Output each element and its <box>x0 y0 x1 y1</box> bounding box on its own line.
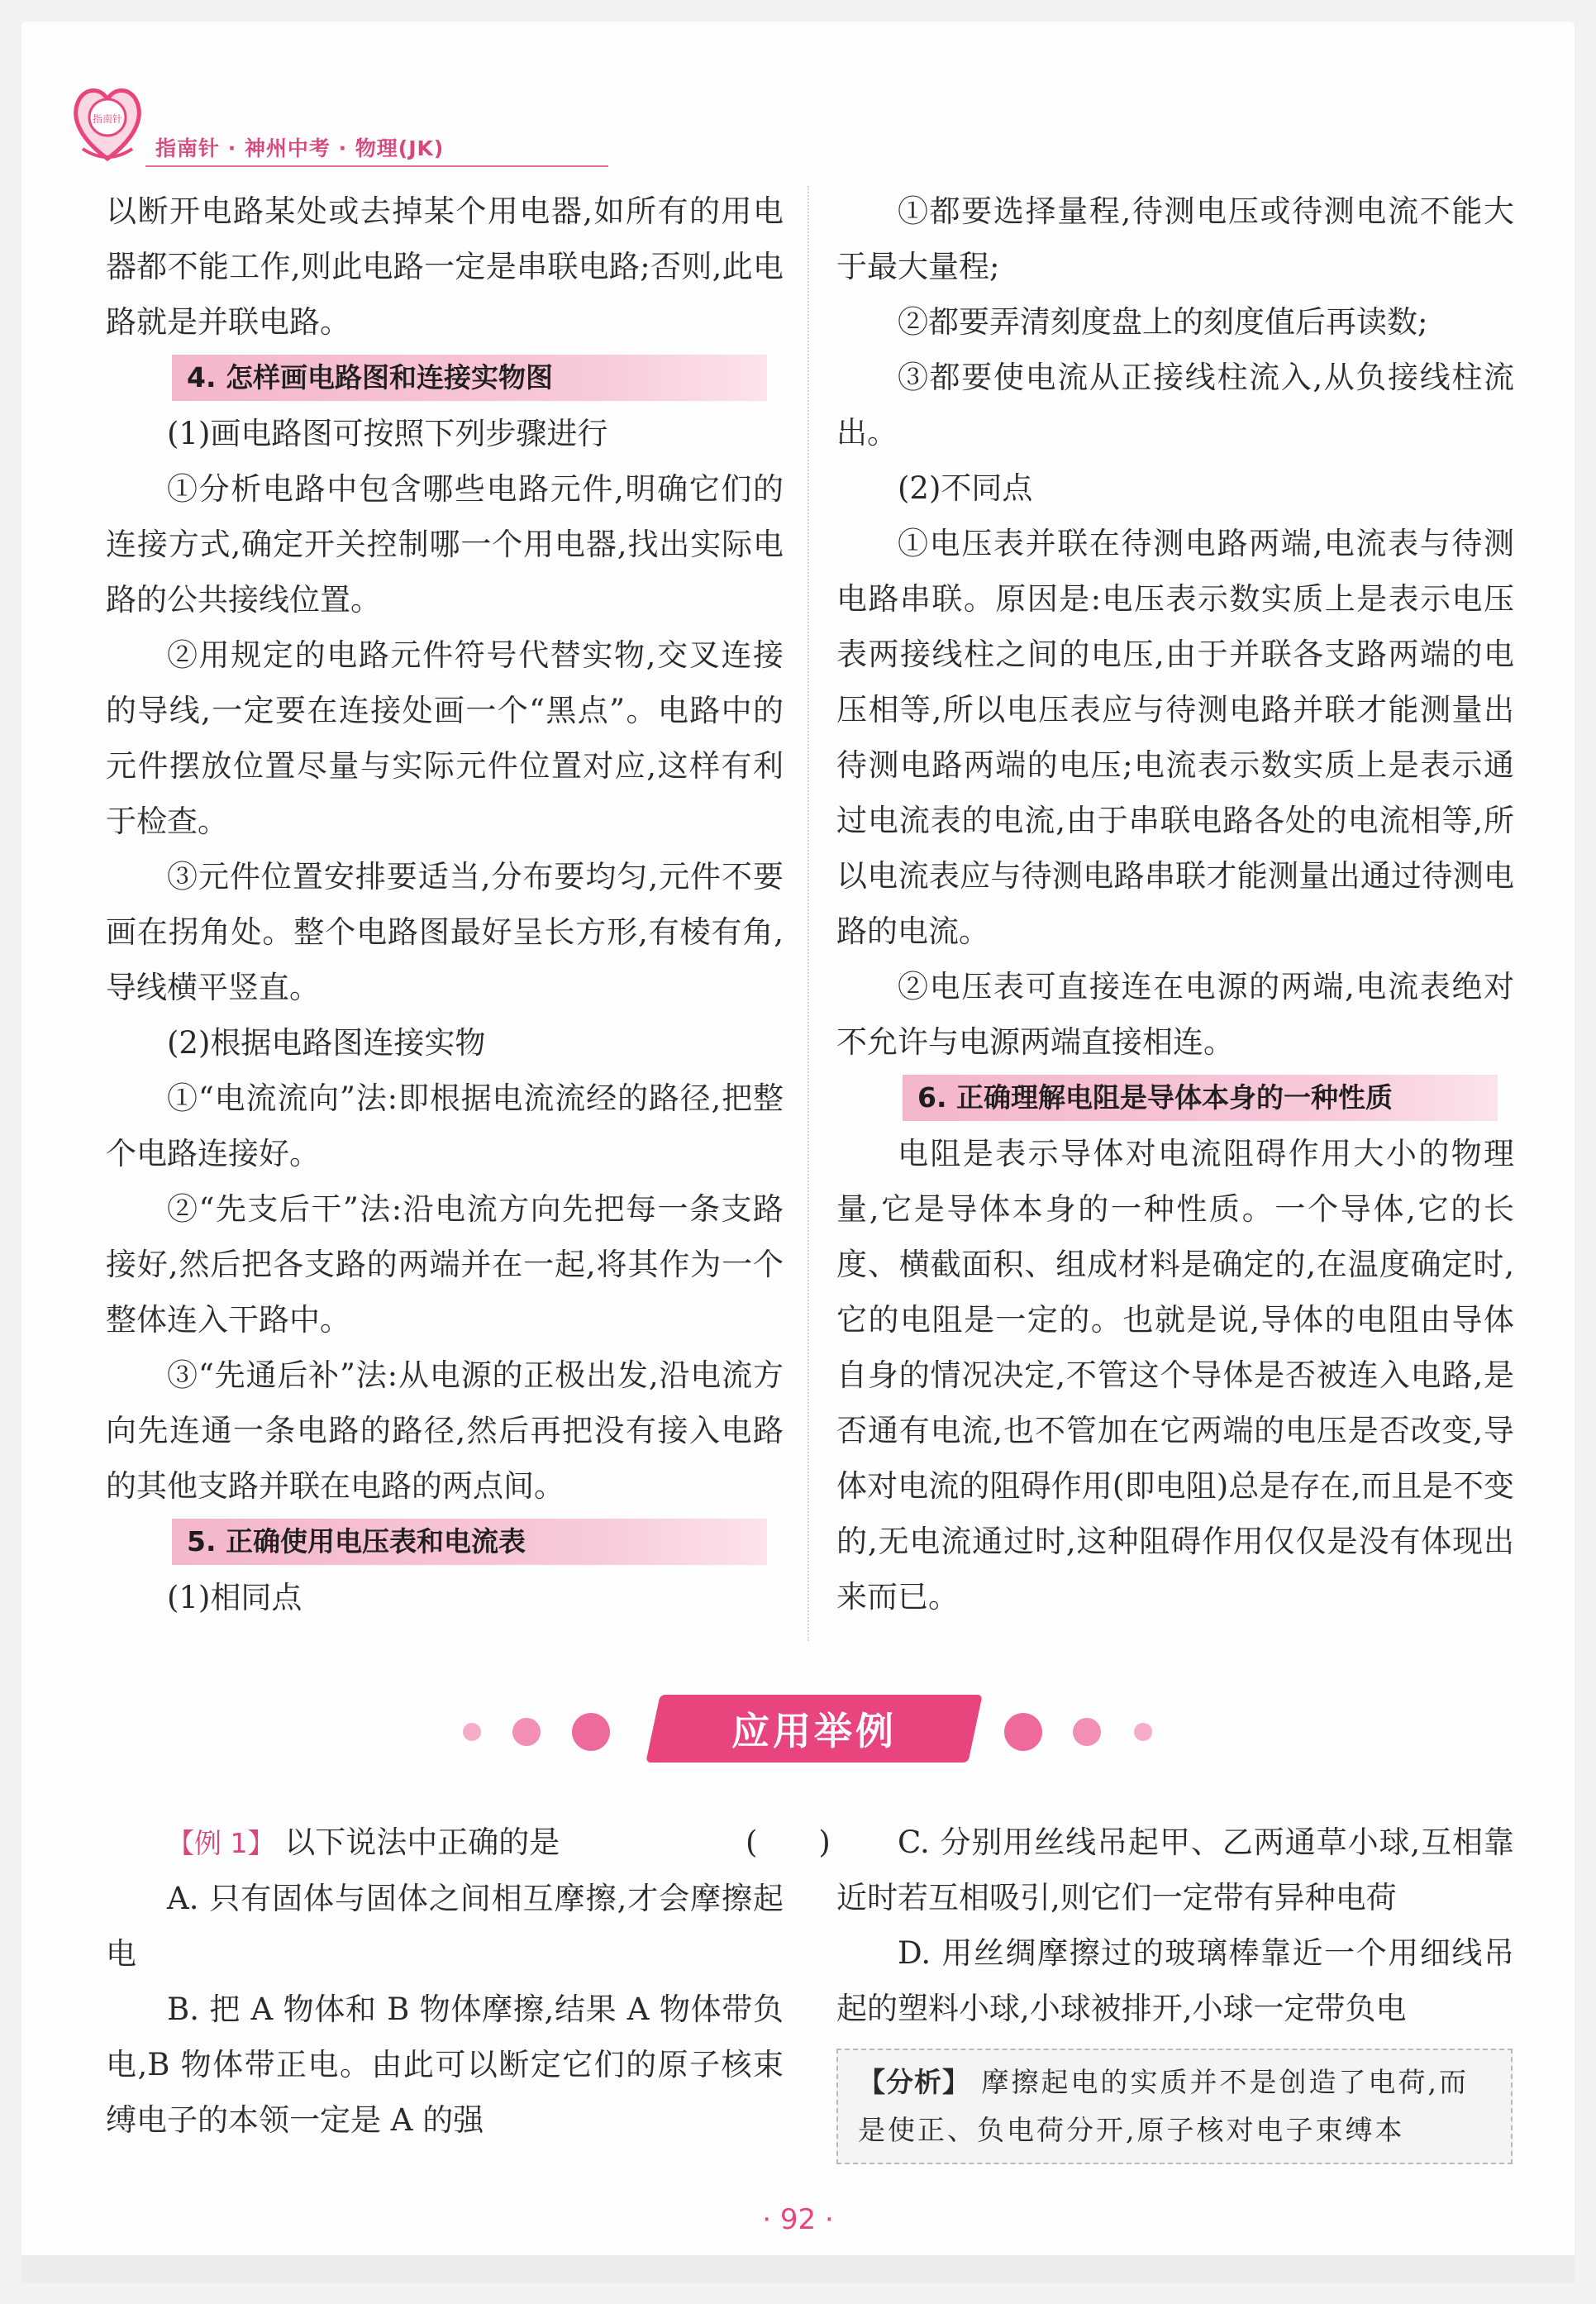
list-item: ③都要使电流从正接线柱流入,从负接线柱流出。 <box>836 360 1514 451</box>
list-item: ②“先支后干”法:沿电流方向先把每一条支路接好,然后把各支路的两端并在一起,将其作为一个整体连入干路中。 <box>106 1191 784 1338</box>
column-divider <box>808 186 809 1641</box>
section-title-6: 6. 正确理解电阻是导体本身的一种性质 <box>903 1075 1498 1121</box>
paragraph: 以断开电路某处或去掉某个用电器,如所有的用电器都不能工作,则此电路一定是串联电路;否则,此电路就是并联电路。 <box>106 193 784 340</box>
answer-blank: ( ) <box>746 1825 831 1860</box>
analysis-text: 摩擦起电的实质并不是创造了电荷,而是使正、负电荷分开,原子核对电子束缚本 <box>858 2066 1469 2146</box>
example-question: 以下说法中正确的是 <box>284 1825 560 1860</box>
list-item: ①“电流流向”法:即根据电流流经的路径,把整个电路连接好。 <box>106 1080 784 1171</box>
example-tag: 【例 1】 <box>167 1827 275 1859</box>
list-item: ②都要弄清刻度盘上的刻度值后再读数; <box>898 304 1428 340</box>
left-column <box>106 184 784 1625</box>
list-item: ③“先通后补”法:从电源的正极出发,沿电流方向先连通一条电路的路径,然后再把没有接入电路的其他支路并联在电路的两点间。 <box>106 1357 784 1504</box>
logo-text: 指南针 <box>92 113 123 125</box>
example-question-line <box>106 1815 831 1871</box>
section-title-5: 5. 正确使用电压表和电流表 <box>172 1519 767 1565</box>
subheading: (1)相同点 <box>167 1580 303 1615</box>
decor-dot <box>1073 1718 1101 1746</box>
header-rule <box>145 165 608 167</box>
option-a: A. 只有固体与固体之间相互摩擦,才会摩擦起电 <box>106 1881 784 1972</box>
logo-icon <box>68 76 147 167</box>
page-number: · 92 · <box>762 2203 834 2236</box>
list-item: ①都要选择量程,待测电压或待测电流不能大于最大量程; <box>836 193 1514 284</box>
section-banner <box>0 1695 1596 1769</box>
list-item: ③元件位置安排要适当,分布要均匀,元件不要画在拐角处。整个电路图最好呈长方形,有棱有角,导线横平竖直。 <box>106 859 784 1005</box>
option-b: B. 把 A 物体和 B 物体摩擦,结果 A 物体带负电,B 物体带正电。由此可以断定它们的原子核束缚电子的本领一定是 A 的强 <box>106 1992 784 2138</box>
right-column <box>836 184 1514 1624</box>
decor-dot <box>572 1713 610 1751</box>
list-item: ①电压表并联在待测电路两端,电流表与待测电路串联。原因是:电压表示数实质上是表示电压表两接线柱之间的电压,由于并联各支路两端的电压相等,所以电压表应与待测电路并联才能测量出待测电路两端的电压;电流表示数实质上是表示通过电流表的电流,由于串联电路各处的电流相等,所以电流表应与待测电路串联才能测量出通过待测电路的电流。 <box>836 526 1514 949</box>
analysis-box <box>836 2049 1513 2164</box>
list-item: ②电压表可直接连在电源的两端,电流表绝对不允许与电源两端直接相连。 <box>836 969 1514 1060</box>
subheading: (2)不同点 <box>898 470 1033 506</box>
list-item: ②用规定的电路元件符号代替实物,交叉连接的导线,一定要在连接处画一个“黑点”。电路中的元件摆放位置尽量与实际元件位置对应,这样有利于检查。 <box>106 637 784 839</box>
example-right <box>836 1815 1514 2036</box>
decor-dot <box>463 1723 481 1741</box>
subheading: (2)根据电路图连接实物 <box>167 1025 486 1061</box>
option-c: C. 分别用丝线吊起甲、乙两通草小球,互相靠近时若互相吸引,则它们一定带有异种电荷 <box>836 1825 1514 1915</box>
paragraph: 电阻是表示导体对电流阻碍作用大小的物理量,它是导体本身的一种性质。一个导体,它的长度、横截面积、组成材料是确定的,在温度确定时,它的电阻是一定的。也就是说,导体的电阻由导体自身的情况决定,不管这个导体是否被连入电路,是否通有电流,也不管加在它两端的电压是否改变,导体对电流的阻碍作用(即电阻)总是存在,而且是不变的,无电流通过时,这种阻碍作用仅仅是没有体现出来而已。 <box>836 1136 1514 1615</box>
example-left <box>106 1815 831 2148</box>
decor-dot <box>1134 1723 1152 1741</box>
banner-title: 应用举例 <box>731 1709 897 1753</box>
analysis-tag: 【分析】 <box>858 2066 970 2098</box>
decor-dot <box>512 1718 541 1746</box>
decor-dot <box>1004 1713 1042 1751</box>
subheading: (1)画电路图可按照下列步骤进行 <box>167 416 608 451</box>
list-item: ①分析电路中包含哪些电路元件,明确它们的连接方式,确定开关控制哪一个用电器,找出实际电路的公共接线位置。 <box>106 471 784 618</box>
section-title-4: 4. 怎样画电路图和连接实物图 <box>172 355 767 401</box>
option-d: D. 用丝绸摩擦过的玻璃棒靠近一个用细线吊起的塑料小球,小球被排开,小球一定带负电 <box>836 1935 1514 2026</box>
running-header: 指南针 · 神州中考 · 物理(JK) <box>155 136 445 160</box>
footer-band <box>21 2255 1575 2283</box>
